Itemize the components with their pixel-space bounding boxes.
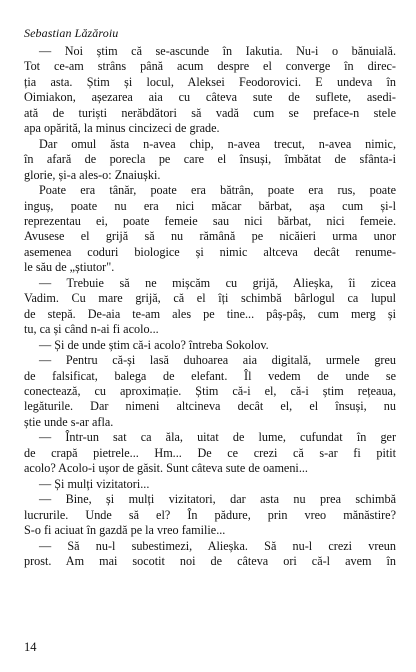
text-line: de falsificat, balega de elefant. Îl vedem de unde se [24, 368, 396, 383]
text-line: de crapă pietrele... Hm... De ce crezi că s-ar fi pitit [24, 445, 396, 460]
text-line: legăturile. Dar nimeni altcineva decât el, el însuși, nu [24, 399, 396, 414]
text-line: — Pentru că-și lasă duhoarea aia digitală, urmele greu [39, 353, 396, 368]
text-line: Tot ce-am strâns până acum despre el converge în direc- [24, 59, 396, 74]
text-line: conectează, cu aproximație. Știm că-i el, că-i știm rețeaua, [24, 383, 396, 398]
text-line: Vadim. Cu mare grijă, că el îți schimbă bârlogul ca lupul [24, 291, 396, 306]
text-line: — Trebuie să ne mișcăm cu grijă, Alieșka, îi zicea [39, 275, 396, 290]
text-line: Poate era tânăr, poate era bătrân, poate era rus, poate [39, 183, 396, 198]
text-line: — Și mulți vizitatori... [39, 476, 150, 491]
text-line: Dar omul ăsta n-avea chip, n-avea trecut, n-avea nimic, [39, 136, 396, 151]
body-text [24, 44, 396, 569]
text-line: glorie, și-a ales-o: Znaiușki. [24, 167, 161, 182]
text-line: — Și de unde știm că-i acolo? întreba Sokolov. [39, 337, 269, 352]
text-line: acolo? Acolo-i ușor de găsit. Sunt câteva sute de oameni... [24, 461, 308, 476]
text-line: de stepă. De-aia te-am ales pe tine... pâș-pâș, cum merg și [24, 306, 396, 321]
text-line: — Noi știm că se-ascunde în Iakutia. Nu-i o bănuială. [39, 44, 396, 58]
text-line: apa opărită, la minus cincizeci de grade. [24, 121, 220, 136]
running-header-author: Sebastian Lăzăroiu [24, 26, 119, 40]
text-line: asemenea coduri biologice și nimic altceva decât renume- [24, 244, 396, 259]
text-line: Oimiakon, așezarea aia cu câteva sute de suflete, asedi- [24, 90, 396, 105]
text-line: S-o fi aciuat în gazdă pe la vreo familie... [24, 523, 226, 538]
text-line: — Bine, și mulți vizitatori, dar asta nu prea schimbă [39, 492, 396, 507]
text-line: prost. Am mai socotit noi de câteva ori că-l avem în [24, 553, 396, 568]
text-line: — Într-un sat ca ăla, uitat de lume, cufundat în ger [39, 430, 396, 445]
text-line: ția asta. Știm și locul, Aleksei Feodorovici. E undeva în [24, 74, 396, 89]
text-line: Avusese el grijă să nu rămână pe nicăieri urma unor [24, 229, 396, 244]
text-line: — Să nu-l subestimezi, Alieșka. Să nu-l crezi vreun [39, 538, 396, 553]
text-line: știe unde s-ar afla. [24, 414, 114, 429]
text-line: reprezentau ei, poate femeie sau nici bărbat, nici femeie. [24, 213, 396, 228]
text-line: în afară de porecla pe care el însuși, îmbătat de sfânta-i [24, 152, 396, 167]
text-line: le său de „știutor". [24, 260, 115, 275]
page-number: 14 [24, 640, 37, 654]
text-line: inguș, poate nu era nici măcar bărbat, așa cum și-l [24, 198, 396, 213]
text-line: tu, ca și când n-ai fi acolo... [24, 322, 159, 337]
text-line: lucrurile. Unde să el? În pădure, prin vreo mănăstire? [24, 507, 396, 522]
text-line: ată de turiști nerăbdători să vadă cum se preface-n stele [24, 105, 396, 120]
